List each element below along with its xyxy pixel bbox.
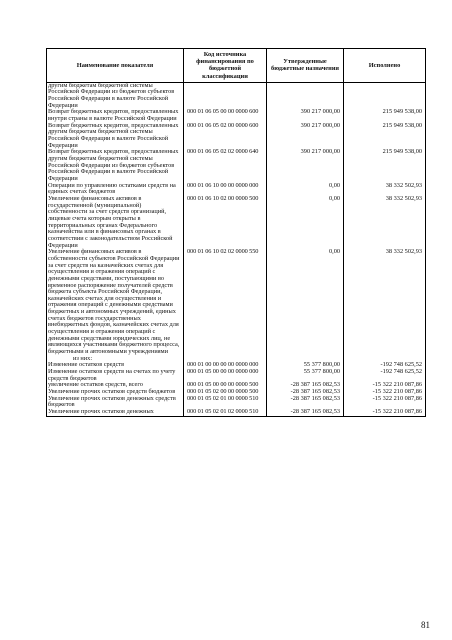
- row-approved: -28 387 165 082,53: [267, 389, 344, 396]
- row-executed: 215 949 538,00: [344, 109, 426, 122]
- row-approved: -28 387 165 082,53: [267, 409, 344, 416]
- header-approved: Утвержденные бюджетные назначения: [267, 49, 344, 83]
- row-approved: [267, 82, 344, 109]
- row-approved: -28 387 165 082,53: [267, 382, 344, 389]
- row-name: Увеличение прочих остатков денежных: [47, 409, 184, 416]
- row-approved: 55 377 800,00: [267, 362, 344, 369]
- row-code: 000 01 06 10 02 02 0000 550: [184, 249, 267, 356]
- row-approved: 390 217 000,00: [267, 109, 344, 122]
- row-approved: -28 387 165 082,53: [267, 396, 344, 409]
- row-executed: -192 748 625,52: [344, 369, 426, 382]
- row-executed: -15 322 210 087,86: [344, 389, 426, 396]
- row-name: Увеличение прочих остатков денежных средств бюджетов: [47, 396, 184, 409]
- row-executed: 38 332 502,93: [344, 183, 426, 196]
- row-code: 000 01 05 00 00 00 0000 000: [184, 369, 267, 382]
- row-code: 000 01 05 02 01 00 0000 510: [184, 396, 267, 409]
- table-row: [47, 109, 426, 122]
- table-row: [47, 82, 426, 109]
- table-row: [47, 123, 426, 150]
- budget-table: [46, 48, 426, 417]
- table-row: [47, 183, 426, 196]
- row-name: Возврат бюджетных кредитов, предоставленных другим бюджетам бюджетной системы Российской Федерации из бюджетов субъектов Российской Федерации в валюте Российской Федерации: [47, 149, 184, 182]
- row-code: [184, 82, 267, 109]
- row-approved: 0,00: [267, 196, 344, 249]
- row-approved: 390 217 000,00: [267, 123, 344, 150]
- row-name: Возврат бюджетных кредитов, предоставленных внутри страны в валюте Российской Федерации: [47, 109, 184, 122]
- row-executed: 38 332 502,93: [344, 249, 426, 356]
- row-executed: -15 322 210 087,86: [344, 396, 426, 409]
- table-header-row: [47, 49, 426, 83]
- row-executed: -15 322 210 087,86: [344, 409, 426, 416]
- table-row: [47, 396, 426, 409]
- row-approved: 390 217 000,00: [267, 149, 344, 182]
- row-name: Увеличение финансовых активов в государственной (муниципальной) собственности за счет средств организаций, лицевые счета которым открыты в территориальных органах Федерального казначейства или в финансовых органах в соответствии с законодательством Российской Федерации: [47, 196, 184, 249]
- row-executed: [344, 82, 426, 109]
- row-code: 000 01 06 05 02 02 0000 640: [184, 149, 267, 182]
- row-code: 000 01 06 05 00 00 0000 600: [184, 109, 267, 122]
- row-code: 000 01 05 02 00 00 0000 500: [184, 389, 267, 396]
- row-executed: 38 332 502,93: [344, 196, 426, 249]
- row-code: 000 01 06 10 00 00 0000 000: [184, 183, 267, 196]
- row-name: Возврат бюджетных кредитов, предоставленных другим бюджетам бюджетной системы Российской Федерации в валюте Российской Федерации: [47, 123, 184, 150]
- row-executed: 215 949 538,00: [344, 149, 426, 182]
- row-code: 000 01 05 00 00 00 0000 500: [184, 382, 267, 389]
- row-name: Изменение остатков средств на счетах по учету средств бюджетов: [47, 369, 184, 382]
- row-executed: -192 748 625,52: [344, 362, 426, 369]
- header-name: Наименование показателя: [47, 49, 184, 83]
- row-code: 000 01 06 10 02 00 0000 500: [184, 196, 267, 249]
- row-name: Увеличение финансовых активов в собственности субъектов Российской Федерации за счет средств на казначейских счетах для осуществления и отражения операций с денежными средствами, поступающими во временное распоряжение получателей средств бюджета субъекта Российской Федерации, казначейских счетах для осуществления и отражения операций с денежными средствами бюджетных и автономных учреждений, единых счетах бюджетов государственных внебюджетных фондов, казначейских счетах для осуществления и отражения операций с денежными средствами юридических лиц, не являющихся участниками бюджетного процесса, бюджетными и автономными учреждениями: [47, 249, 184, 356]
- row-executed: 215 949 538,00: [344, 123, 426, 150]
- row-approved: 0,00: [267, 183, 344, 196]
- header-executed: Исполнено: [344, 49, 426, 83]
- row-name: другим бюджетам бюджетной системы Российской Федерации из бюджетов субъектов Российской Федерации в валюте Российской Федерации: [47, 82, 184, 109]
- row-executed: -15 322 210 087,86: [344, 382, 426, 389]
- row-name: Изменение остатков средств: [47, 362, 184, 369]
- row-code: 000 01 00 00 00 00 0000 000: [184, 362, 267, 369]
- table-row: [47, 409, 426, 416]
- row-code: 000 01 06 05 02 00 0000 600: [184, 123, 267, 150]
- table-row: [47, 249, 426, 356]
- page-number: 81: [421, 620, 430, 630]
- row-approved: 0,00: [267, 249, 344, 356]
- table-row: [47, 149, 426, 182]
- document-page: [46, 48, 425, 417]
- row-name: Увеличение прочих остатков средств бюджетов: [47, 389, 184, 396]
- row-name: из них:: [47, 356, 184, 363]
- row-code: 000 01 05 02 01 02 0000 510: [184, 409, 267, 416]
- row-approved: 55 377 800,00: [267, 369, 344, 382]
- header-code: Код источника финансирования по бюджетной классификации: [184, 49, 267, 83]
- table-row: [47, 196, 426, 249]
- row-name: увеличение остатков средств, всего: [47, 382, 184, 389]
- row-name: Операции по управлению остатками средств на единых счетах бюджетов: [47, 183, 184, 196]
- table-row: [47, 369, 426, 382]
